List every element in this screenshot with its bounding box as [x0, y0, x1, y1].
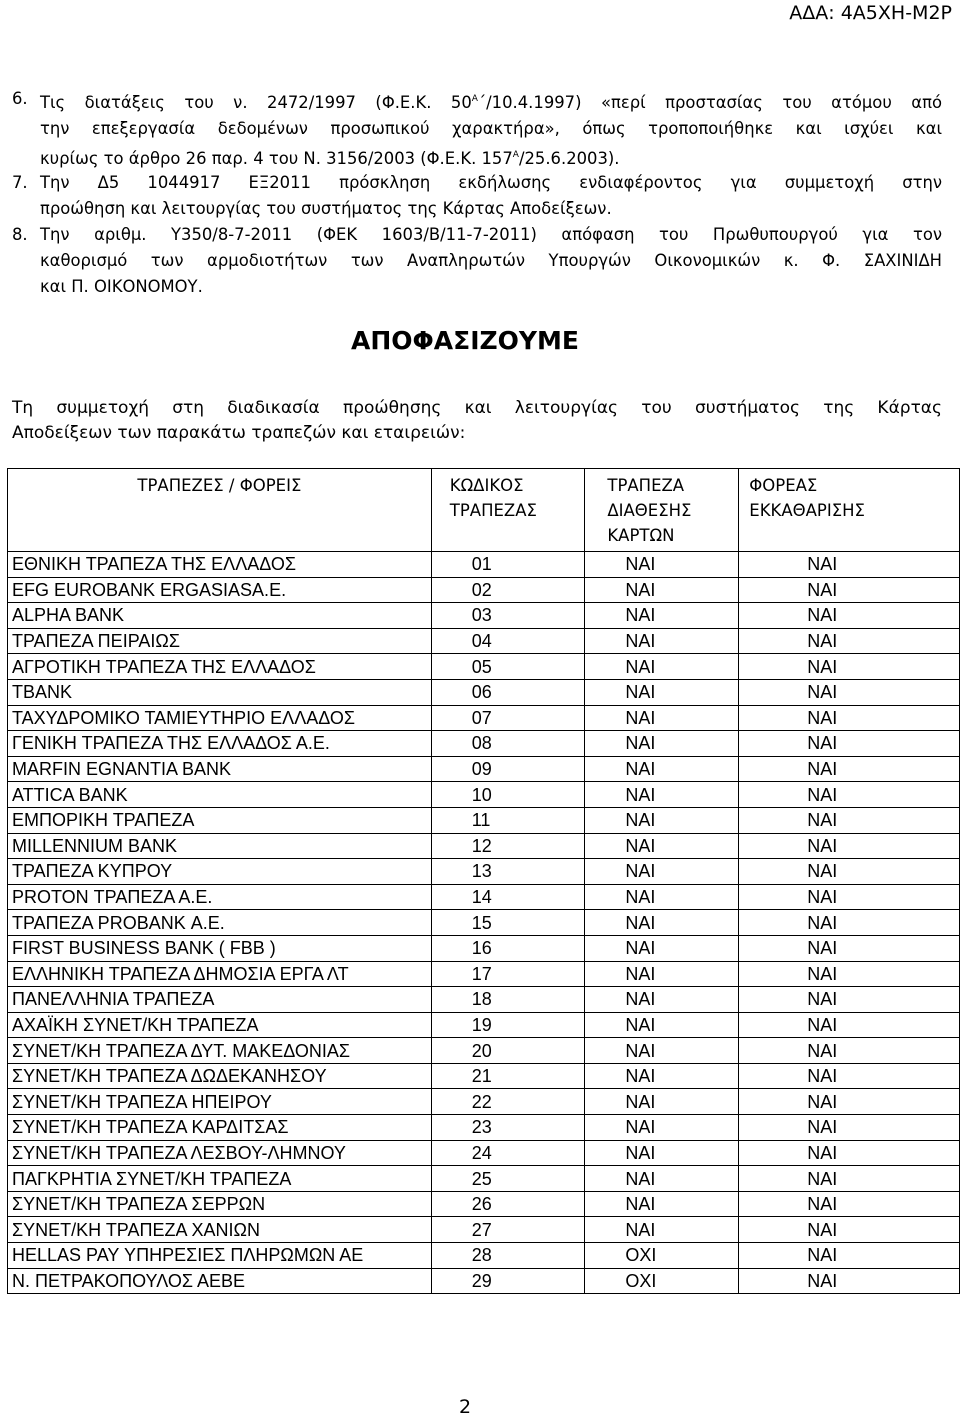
card-issuer-cell: ΝΑΙ — [585, 628, 739, 654]
clearing-cell: ΝΑΙ — [739, 603, 960, 629]
card-issuer-cell: ΝΑΙ — [585, 1012, 739, 1038]
bank-code-cell: 07 — [431, 705, 585, 731]
table-row — [8, 935, 960, 961]
bank-code-cell: 11 — [431, 807, 585, 833]
bank-code-cell: 12 — [431, 833, 585, 859]
card-issuer-cell: ΟΧΙ — [585, 1268, 739, 1294]
bank-name-cell: FIRST BUSINESS BANK ( FBB ) — [8, 935, 432, 961]
bank-code-cell: 29 — [431, 1268, 585, 1294]
clearing-cell: ΝΑΙ — [739, 807, 960, 833]
bank-code-cell: 15 — [431, 910, 585, 936]
bank-name-cell: MILLENNIUM BANK — [8, 833, 432, 859]
clearing-cell: ΝΑΙ — [739, 1217, 960, 1243]
card-issuer-cell: ΝΑΙ — [585, 1089, 739, 1115]
table-row — [8, 1063, 960, 1089]
table-row — [8, 1115, 960, 1141]
table-row — [8, 807, 960, 833]
clearing-cell: ΝΑΙ — [739, 987, 960, 1013]
clearing-cell: ΝΑΙ — [739, 859, 960, 885]
clearing-cell: ΝΑΙ — [739, 679, 960, 705]
bank-name-cell: EFG EUROBANK ERGASIASA.E. — [8, 577, 432, 603]
table-row — [8, 1243, 960, 1269]
bank-code-cell: 22 — [431, 1089, 585, 1115]
clearing-cell: ΝΑΙ — [739, 654, 960, 680]
bank-code-cell: 09 — [431, 756, 585, 782]
table-row — [8, 884, 960, 910]
table-row — [8, 782, 960, 808]
table-row — [8, 1038, 960, 1064]
bank-name-cell: HELLAS PAY ΥΠΗΡΕΣΙΕΣ ΠΛΗΡΩΜΩΝ ΑΕ — [8, 1243, 432, 1269]
item-6 — [12, 86, 942, 172]
bank-code-cell: 18 — [431, 987, 585, 1013]
card-issuer-cell: ΝΑΙ — [585, 833, 739, 859]
table-row — [8, 1012, 960, 1038]
clearing-cell: ΝΑΙ — [739, 1115, 960, 1141]
card-issuer-cell: ΝΑΙ — [585, 705, 739, 731]
clearing-cell: ΝΑΙ — [739, 552, 960, 578]
card-issuer-cell: ΟΧΙ — [585, 1243, 739, 1269]
card-issuer-cell: ΝΑΙ — [585, 782, 739, 808]
table-row — [8, 961, 960, 987]
bank-name-cell: ΕΛΛΗΝΙΚΗ ΤΡΑΠΕΖΑ ΔΗΜΟΣΙΑ ΕΡΓΑ ΛΤ — [8, 961, 432, 987]
card-issuer-cell: ΝΑΙ — [585, 552, 739, 578]
clearing-cell: ΝΑΙ — [739, 833, 960, 859]
bank-name-cell: ΤΑΧΥΔΡΟΜΙΚΟ ΤΑΜΙΕΥΤΗΡΙΟ ΕΛΛΑΔΟΣ — [8, 705, 432, 731]
bank-name-cell: ΓΕΝΙΚΗ ΤΡΑΠΕΖΑ ΤΗΣ ΕΛΛΑΔΟΣ Α.Ε. — [8, 731, 432, 757]
bank-code-cell: 20 — [431, 1038, 585, 1064]
item-number: 8. — [12, 225, 28, 244]
bank-name-cell: ΤΡΑΠΕΖΑ PROBANK Α.Ε. — [8, 910, 432, 936]
table-header-row — [8, 469, 960, 552]
table-row — [8, 1268, 960, 1294]
ada-code: ΑΔΑ: 4Α5ΧΗ-Μ2Ρ — [789, 2, 952, 24]
bank-name-cell: ΣΥΝΕΤ/ΚΗ ΤΡΑΠΕΖΑ ΗΠΕΙΡΟΥ — [8, 1089, 432, 1115]
intro-line: Αποδείξεων των παρακάτω τραπεζών και εταιρειών: — [12, 423, 466, 443]
bank-code-cell: 21 — [431, 1063, 585, 1089]
card-issuer-cell: ΝΑΙ — [585, 935, 739, 961]
item-text-line: Την αριθμ. Υ350/8-7-2011 (ΦΕΚ 1603/Β/11-7-2011) απόφαση του Πρωθυπουργού για τον — [40, 225, 942, 244]
clearing-cell: ΝΑΙ — [739, 1089, 960, 1115]
card-issuer-cell: ΝΑΙ — [585, 1140, 739, 1166]
item-number: 7. — [12, 173, 28, 192]
clearing-cell: ΝΑΙ — [739, 756, 960, 782]
card-issuer-cell: ΝΑΙ — [585, 961, 739, 987]
bank-code-cell: 14 — [431, 884, 585, 910]
card-issuer-cell: ΝΑΙ — [585, 1115, 739, 1141]
bank-name-cell: ΑΓΡΟΤΙΚΗ ΤΡΑΠΕΖΑ ΤΗΣ ΕΛΛΑΔΟΣ — [8, 654, 432, 680]
card-issuer-cell: ΝΑΙ — [585, 859, 739, 885]
intro-line: Τη συμμετοχή στη διαδικασία προώθησης και λειτουργίας του συστήματος της Κάρτας — [12, 398, 942, 418]
bank-name-cell: ΠΑΓΚΡΗΤΙΑ ΣΥΝΕΤ/ΚΗ ΤΡΑΠΕΖΑ — [8, 1166, 432, 1192]
clearing-cell: ΝΑΙ — [739, 1063, 960, 1089]
table-row — [8, 731, 960, 757]
table-row — [8, 552, 960, 578]
clearing-cell: ΝΑΙ — [739, 1166, 960, 1192]
table-row — [8, 859, 960, 885]
card-issuer-cell: ΝΑΙ — [585, 756, 739, 782]
bank-code-cell: 19 — [431, 1012, 585, 1038]
bank-name-cell: ΣΥΝΕΤ/ΚΗ ΤΡΑΠΕΖΑ ΚΑΡΔΙΤΣΑΣ — [8, 1115, 432, 1141]
table-row — [8, 654, 960, 680]
table-row — [8, 1166, 960, 1192]
bank-code-cell: 05 — [431, 654, 585, 680]
header-code: ΚΩΔΙΚΟΣ ΤΡΑΠΕΖΑΣ — [431, 469, 585, 552]
bank-code-cell: 16 — [431, 935, 585, 961]
bank-code-cell: 27 — [431, 1217, 585, 1243]
clearing-cell: ΝΑΙ — [739, 731, 960, 757]
clearing-cell: ΝΑΙ — [739, 577, 960, 603]
bank-name-cell: Ν. ΠΕΤΡΑΚΟΠΟΥΛΟΣ ΑΕΒΕ — [8, 1268, 432, 1294]
page-number: 2 — [458, 1396, 472, 1418]
card-issuer-cell: ΝΑΙ — [585, 603, 739, 629]
item-text-line: καθορισμό των αρμοδιοτήτων των Αναπληρωτών Υπουργών Οικονομικών κ. Φ. ΣΑΧΙΝΙΔΗ — [40, 251, 942, 270]
bank-name-cell: TBANK — [8, 679, 432, 705]
bank-name-cell: ΣΥΝΕΤ/ΚΗ ΤΡΑΠΕΖΑ ΔΩΔΕΚΑΝΗΣΟΥ — [8, 1063, 432, 1089]
table-row — [8, 987, 960, 1013]
table-row — [8, 1217, 960, 1243]
item-text-line: Τις διατάξεις του ν. 2472/1997 (Φ.Ε.Κ. $50^A΄/10.4.1997$) «περί προστασίας του ατόμου από — [40, 93, 942, 112]
bank-name-cell: ΣΥΝΕΤ/ΚΗ ΤΡΑΠΕΖΑ ΧΑΝΙΩΝ — [8, 1217, 432, 1243]
decision-heading: ΑΠΟΦΑΣΙΖΟΥΜΕ — [351, 326, 579, 355]
banks-table — [7, 468, 960, 1294]
bank-code-cell: 04 — [431, 628, 585, 654]
card-issuer-cell: ΝΑΙ — [585, 577, 739, 603]
clearing-cell: ΝΑΙ — [739, 782, 960, 808]
bank-name-cell: ALPHA BANK — [8, 603, 432, 629]
bank-code-cell: 17 — [431, 961, 585, 987]
card-issuer-cell: ΝΑΙ — [585, 1166, 739, 1192]
item-text-line: την επεξεργασία δεδομένων προσωπικού χαρακτήρα», όπως τροποποιήθηκε και ισχύει και — [40, 119, 942, 138]
card-issuer-cell: ΝΑΙ — [585, 987, 739, 1013]
bank-name-cell: ΠΑΝΕΛΛΗΝΙΑ ΤΡΑΠΕΖΑ — [8, 987, 432, 1013]
bank-name-cell: ΤΡΑΠΕΖΑ ΚΥΠΡΟΥ — [8, 859, 432, 885]
bank-name-cell: PROTON ΤΡΑΠΕΖΑ Α.Ε. — [8, 884, 432, 910]
table-row — [8, 1089, 960, 1115]
bank-name-cell: ΣΥΝΕΤ/ΚΗ ΤΡΑΠΕΖΑ ΔΥΤ. ΜΑΚΕΔΟΝΙΑΣ — [8, 1038, 432, 1064]
table-row — [8, 679, 960, 705]
table-row — [8, 1140, 960, 1166]
card-issuer-cell: ΝΑΙ — [585, 884, 739, 910]
clearing-cell: ΝΑΙ — [739, 705, 960, 731]
card-issuer-cell: ΝΑΙ — [585, 1038, 739, 1064]
bank-name-cell: ΤΡΑΠΕΖΑ ΠΕΙΡΑΙΩΣ — [8, 628, 432, 654]
card-issuer-cell: ΝΑΙ — [585, 807, 739, 833]
table-row — [8, 577, 960, 603]
clearing-cell: ΝΑΙ — [739, 884, 960, 910]
bank-code-cell: 25 — [431, 1166, 585, 1192]
table-row — [8, 1191, 960, 1217]
table-row — [8, 833, 960, 859]
bank-name-cell: ΕΘΝΙΚΗ ΤΡΑΠΕΖΑ ΤΗΣ ΕΛΛΑΔΟΣ — [8, 552, 432, 578]
clearing-cell: ΝΑΙ — [739, 1191, 960, 1217]
card-issuer-cell: ΝΑΙ — [585, 910, 739, 936]
bank-code-cell: 24 — [431, 1140, 585, 1166]
bank-code-cell: 10 — [431, 782, 585, 808]
bank-name-cell: ΣΥΝΕΤ/ΚΗ ΤΡΑΠΕΖΑ ΣΕΡΡΩΝ — [8, 1191, 432, 1217]
item-8 — [12, 222, 942, 300]
bank-code-cell: 03 — [431, 603, 585, 629]
item-text-line: προώθηση και λειτουργίας του συστήματος της Κάρτας Αποδείξεων. — [40, 199, 612, 218]
header-clearing: ΦΟΡΕΑΣ ΕΚΚΑΘΑΡΙΣΗΣ — [739, 469, 960, 552]
card-issuer-cell: ΝΑΙ — [585, 1063, 739, 1089]
bank-code-cell: 23 — [431, 1115, 585, 1141]
table-row — [8, 603, 960, 629]
item-text-line: κυρίως το άρθρο 26 παρ. 4 του Ν. 3156/2003 (Φ.Ε.Κ. $157^A/25.6.2003$). — [40, 149, 620, 168]
bank-code-cell: 01 — [431, 552, 585, 578]
clearing-cell: ΝΑΙ — [739, 628, 960, 654]
item-number: 6. — [12, 89, 28, 108]
item-text-line: και Π. ΟΙΚΟΝΟΜΟΥ. — [40, 277, 203, 296]
bank-code-cell: 02 — [431, 577, 585, 603]
card-issuer-cell: ΝΑΙ — [585, 1217, 739, 1243]
item-7 — [12, 170, 942, 222]
clearing-cell: ΝΑΙ — [739, 1268, 960, 1294]
clearing-cell: ΝΑΙ — [739, 1140, 960, 1166]
card-issuer-cell: ΝΑΙ — [585, 731, 739, 757]
bank-code-cell: 26 — [431, 1191, 585, 1217]
bank-code-cell: 06 — [431, 679, 585, 705]
bank-name-cell: ΣΥΝΕΤ/ΚΗ ΤΡΑΠΕΖΑ ΛΕΣΒΟΥ-ΛΗΜΝΟΥ — [8, 1140, 432, 1166]
card-issuer-cell: ΝΑΙ — [585, 1191, 739, 1217]
card-issuer-cell: ΝΑΙ — [585, 679, 739, 705]
clearing-cell: ΝΑΙ — [739, 935, 960, 961]
clearing-cell: ΝΑΙ — [739, 961, 960, 987]
clearing-cell: ΝΑΙ — [739, 1038, 960, 1064]
bank-code-cell: 08 — [431, 731, 585, 757]
clearing-cell: ΝΑΙ — [739, 1243, 960, 1269]
item-text-line: Την Δ5 1044917 ΕΞ2011 πρόσκληση εκδήλωσης ενδιαφέροντος για συμμετοχή στην — [40, 173, 942, 192]
bank-name-cell: ATTICA BANK — [8, 782, 432, 808]
table-row — [8, 705, 960, 731]
bank-code-cell: 13 — [431, 859, 585, 885]
intro-paragraph — [12, 396, 942, 446]
bank-name-cell: ΕΜΠΟΡΙΚΗ ΤΡΑΠΕΖΑ — [8, 807, 432, 833]
clearing-cell: ΝΑΙ — [739, 910, 960, 936]
bank-code-cell: 28 — [431, 1243, 585, 1269]
clearing-cell: ΝΑΙ — [739, 1012, 960, 1038]
header-name: ΤΡΑΠΕΖΕΣ / ΦΟΡΕΙΣ — [8, 469, 432, 552]
bank-name-cell: ΑΧΑΪΚΗ ΣΥΝΕΤ/ΚΗ ΤΡΑΠΕΖΑ — [8, 1012, 432, 1038]
table-row — [8, 628, 960, 654]
bank-name-cell: MARFIN EGNANTIA BANK — [8, 756, 432, 782]
card-issuer-cell: ΝΑΙ — [585, 654, 739, 680]
header-availability: ΤΡΑΠΕΖΑ ΔΙΑΘΕΣΗΣ ΚΑΡΤΩΝ — [585, 469, 739, 552]
table-row — [8, 910, 960, 936]
table-row — [8, 756, 960, 782]
